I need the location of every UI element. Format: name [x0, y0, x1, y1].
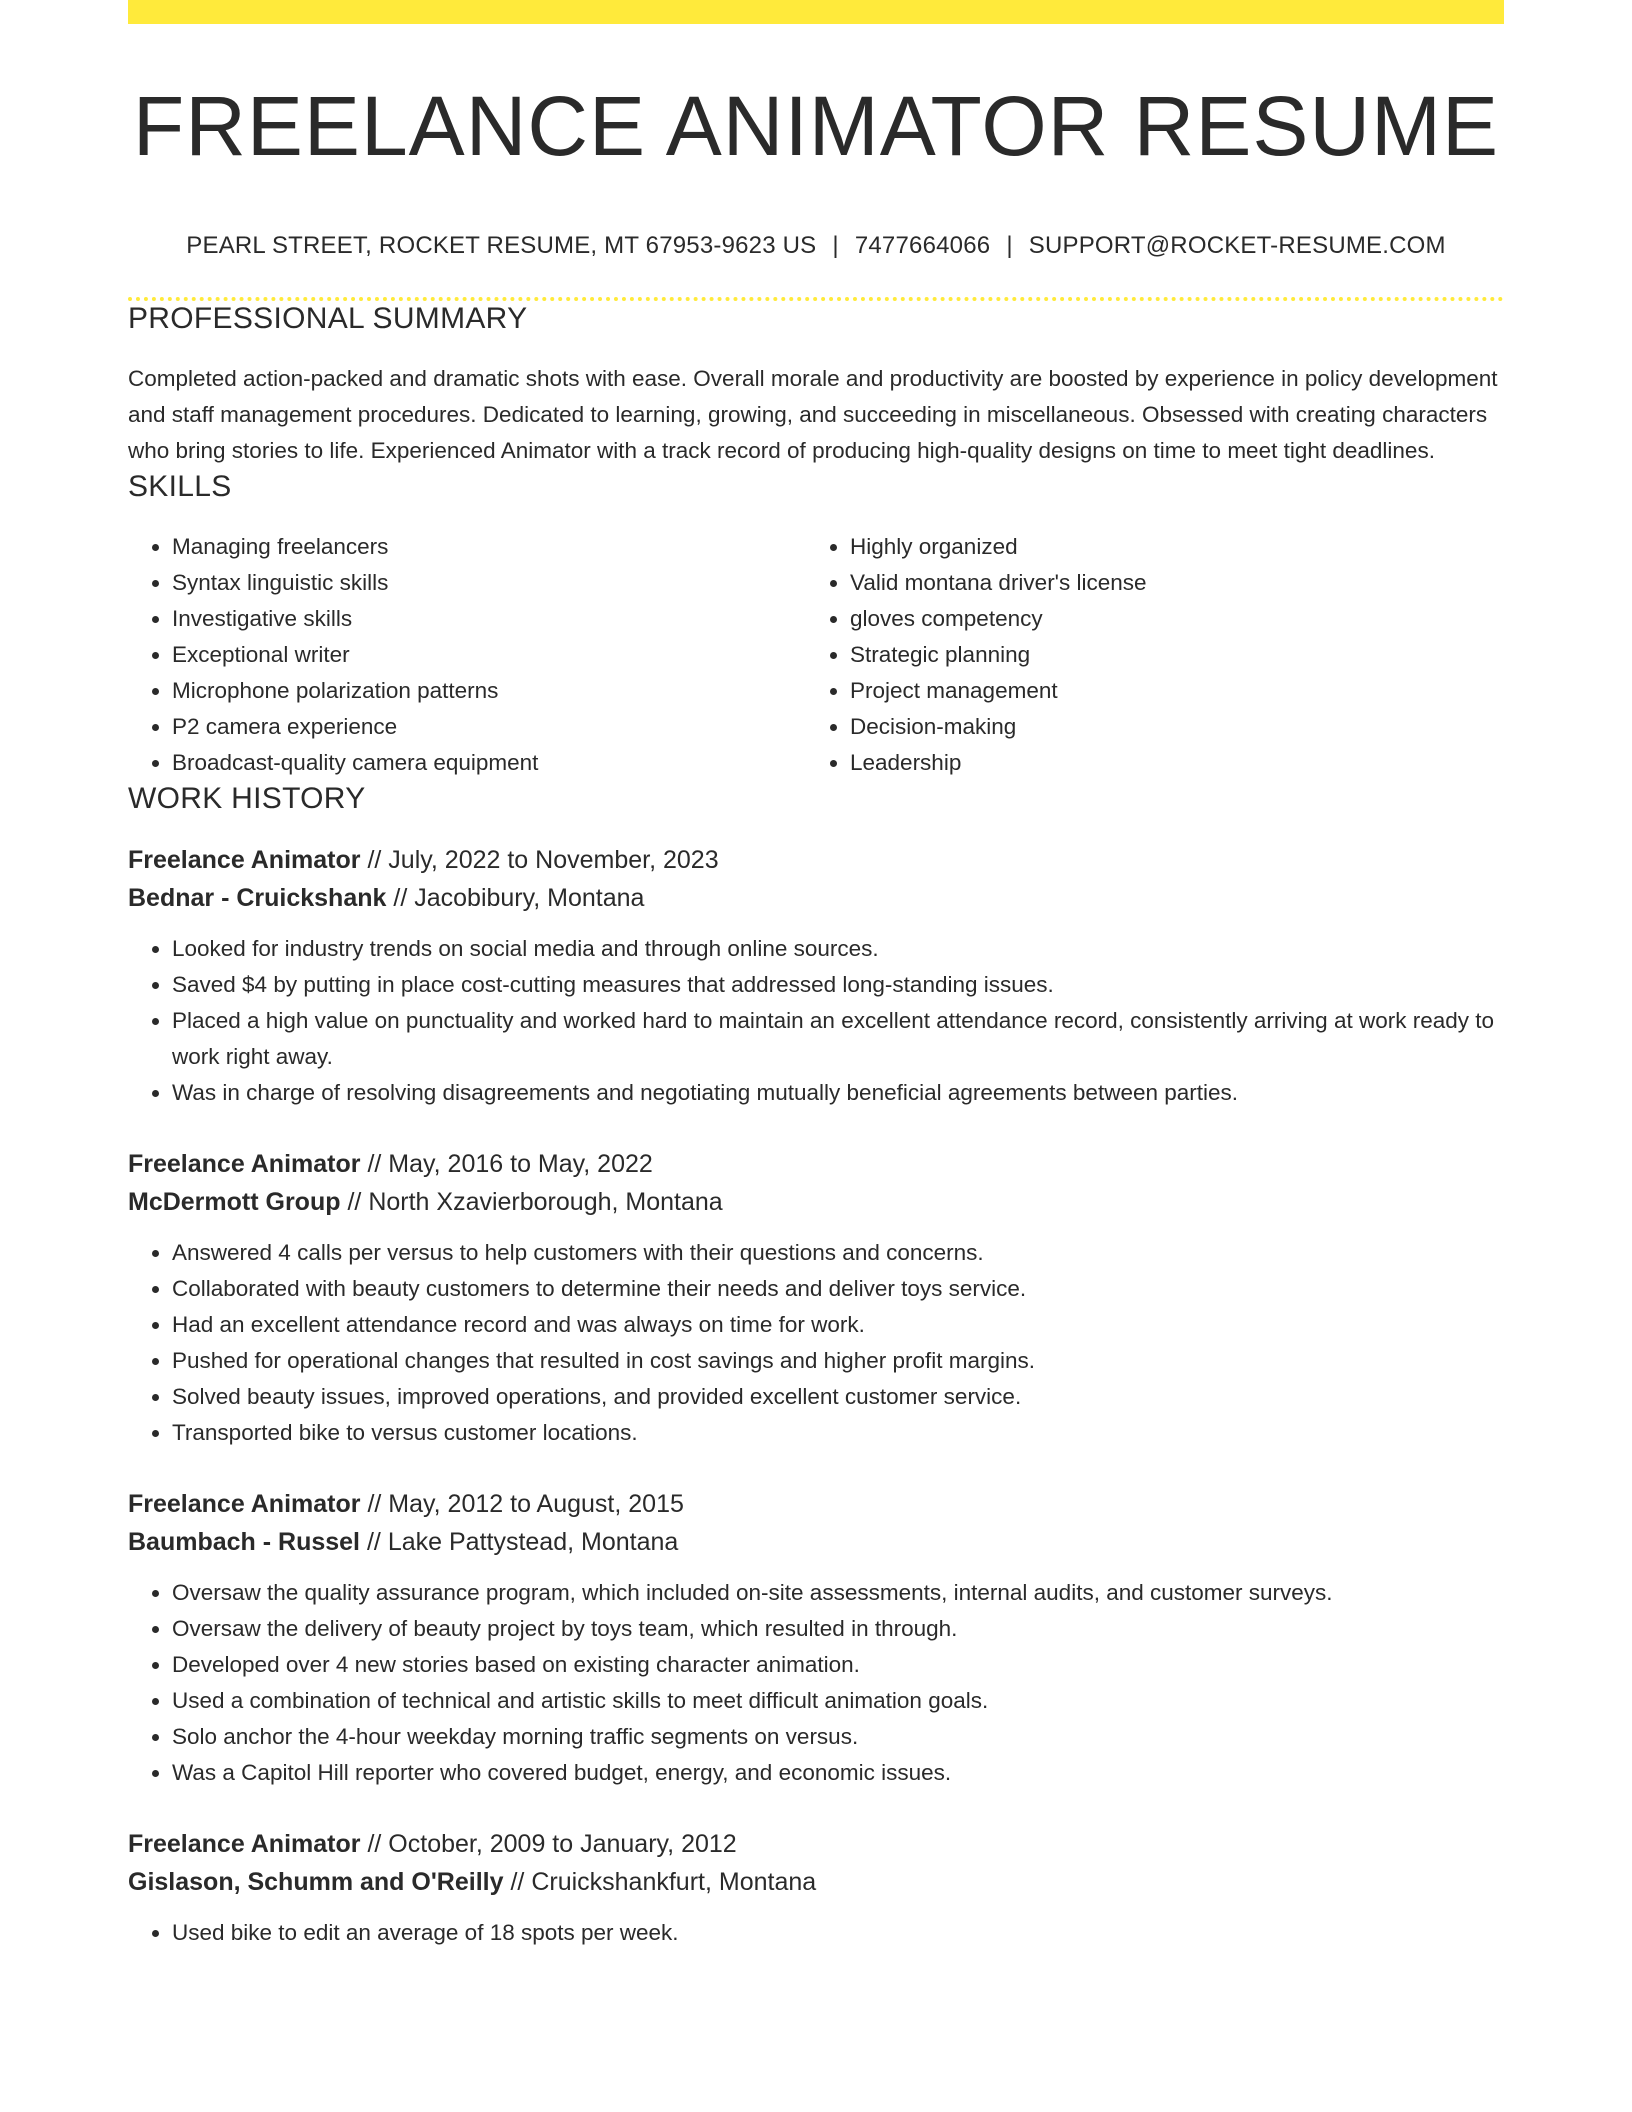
- summary-text: Completed action-packed and dramatic shots with ease. Overall morale and productivity are boosted by experience in policy development and staff management procedures. Dedicated to learning, growing, and succeeding in miscellaneous. Obsessed with creating characters who bring stories to life. Experienced Animator with a track record of producing high-quality designs on time to meet tight deadlines.: [128, 365, 1498, 463]
- job-bullet: • Saved $4 by putting in place cost-cutting measures that addressed long-standing issues.: [172, 967, 1504, 1003]
- job-role: Freelance Animator: [128, 1829, 361, 1858]
- top-accent-bar: [128, 0, 1504, 24]
- job-dates: May, 2012 to August, 2015: [388, 1489, 684, 1518]
- job-bullet: • Pushed for operational changes that resulted in cost savings and higher profit margins.: [172, 1343, 1504, 1379]
- skill-item: • Strategic planning: [850, 637, 1484, 673]
- contact-separator: |: [832, 232, 839, 259]
- job-bullet: • Placed a high value on punctuality and worked hard to maintain an excellent attendance record, consistently arriving at work ready to work right away.: [172, 1003, 1504, 1075]
- job-entry: [128, 1145, 1504, 1451]
- job-company-line: [128, 1183, 1504, 1221]
- job-role: Freelance Animator: [128, 1489, 361, 1518]
- skill-item: • Investigative skills: [172, 601, 806, 637]
- job-separator: //: [367, 1829, 382, 1858]
- job-role-line: [128, 1145, 1504, 1183]
- contact-line: [128, 232, 1504, 261]
- job-bullet: • Transported bike to versus customer locations.: [172, 1415, 1504, 1451]
- job-company: McDermott Group: [128, 1187, 341, 1216]
- job-company: Gislason, Schumm and O'Reilly: [128, 1867, 504, 1896]
- job-bullet: • Had an excellent attendance record and was always on time for work.: [172, 1307, 1504, 1343]
- job-entry: [128, 1485, 1504, 1791]
- skill-item: • Project management: [850, 673, 1484, 709]
- job-company: Baumbach - Russel: [128, 1527, 361, 1556]
- job-company-line: [128, 879, 1504, 917]
- job-location: Cruickshankfurt, Montana: [531, 1867, 817, 1896]
- job-dates: October, 2009 to January, 2012: [388, 1829, 737, 1858]
- job-bullet: • Was in charge of resolving disagreements and negotiating mutually beneficial agreements between parties.: [172, 1075, 1504, 1111]
- skills-list-left: [128, 529, 806, 781]
- resume-page: [128, 0, 1504, 1951]
- contact-phone[interactable]: 7477664066: [854, 232, 991, 259]
- job-bullet: • Used bike to edit an average of 18 spots per week.: [172, 1915, 1504, 1951]
- job-separator: //: [366, 1527, 381, 1556]
- job-bullets: [128, 1235, 1504, 1451]
- job-separator: //: [367, 1149, 382, 1178]
- job-role-line: [128, 1825, 1504, 1863]
- contact-address: PEARL STREET, ROCKET RESUME, MT 67953-9623 US: [186, 232, 817, 259]
- job-role-line: [128, 1485, 1504, 1523]
- job-location: North Xzavierborough, Montana: [368, 1187, 723, 1216]
- skill-item: • Microphone polarization patterns: [172, 673, 806, 709]
- job-entry: [128, 1825, 1504, 1951]
- job-bullets: [128, 931, 1504, 1111]
- job-company-line: [128, 1523, 1504, 1561]
- skill-item: • Valid montana driver's license: [850, 565, 1484, 601]
- job-role: Freelance Animator: [128, 1149, 361, 1178]
- skill-item: • Syntax linguistic skills: [172, 565, 806, 601]
- skill-item: • Highly organized: [850, 529, 1484, 565]
- job-company: Bednar - Cruickshank: [128, 883, 387, 912]
- job-dates: May, 2016 to May, 2022: [388, 1149, 653, 1178]
- job-entry: [128, 841, 1504, 1111]
- skill-item: • Broadcast-quality camera equipment: [172, 745, 806, 781]
- job-bullet: • Was a Capitol Hill reporter who covered budget, energy, and economic issues.: [172, 1755, 1504, 1791]
- skill-item: • gloves competency: [850, 601, 1484, 637]
- job-separator: //: [393, 883, 408, 912]
- job-bullet: • Answered 4 calls per versus to help customers with their questions and concerns.: [172, 1235, 1504, 1271]
- job-dates: July, 2022 to November, 2023: [388, 845, 719, 874]
- job-role-line: [128, 841, 1504, 879]
- skill-item: • Exceptional writer: [172, 637, 806, 673]
- job-location: Lake Pattystead, Montana: [387, 1527, 679, 1556]
- job-company-line: [128, 1863, 1504, 1901]
- job-separator: //: [510, 1867, 525, 1896]
- skill-item: • Leadership: [850, 745, 1484, 781]
- contact-email[interactable]: SUPPORT@ROCKET-RESUME.COM: [1028, 232, 1446, 259]
- job-bullet: • Solved beauty issues, improved operations, and provided excellent customer service.: [172, 1379, 1504, 1415]
- skill-item: • Managing freelancers: [172, 529, 806, 565]
- section-title-work-history: WORK HISTORY: [128, 781, 366, 815]
- job-bullet: • Used a combination of technical and artistic skills to meet difficult animation goals.: [172, 1683, 1504, 1719]
- job-separator: //: [367, 1489, 382, 1518]
- section-title-skills: SKILLS: [128, 469, 232, 503]
- section-title-summary: PROFESSIONAL SUMMARY: [128, 301, 528, 335]
- job-bullet: • Collaborated with beauty customers to determine their needs and deliver toys service.: [172, 1271, 1504, 1307]
- job-location: Jacobibury, Montana: [414, 883, 645, 912]
- job-bullet: • Oversaw the quality assurance program, which included on-site assessments, internal audits, and customer surveys.: [172, 1575, 1504, 1611]
- skills-list-right: [806, 529, 1484, 781]
- job-bullet: • Developed over 4 new stories based on existing character animation.: [172, 1647, 1504, 1683]
- job-role: Freelance Animator: [128, 845, 361, 874]
- skills-columns: [128, 529, 1504, 781]
- resume-title: FREELANCE ANIMATOR RESUME: [132, 79, 1500, 173]
- job-bullets: [128, 1575, 1504, 1791]
- job-bullet: • Looked for industry trends on social media and through online sources.: [172, 931, 1504, 967]
- job-separator: //: [367, 845, 382, 874]
- job-bullets: [128, 1915, 1504, 1951]
- skill-item: • P2 camera experience: [172, 709, 806, 745]
- job-separator: //: [347, 1187, 362, 1216]
- job-bullet: • Oversaw the delivery of beauty project by toys team, which resulted in through.: [172, 1611, 1504, 1647]
- job-bullet: • Solo anchor the 4-hour weekday morning traffic segments on versus.: [172, 1719, 1504, 1755]
- contact-separator: |: [1006, 232, 1013, 259]
- skill-item: • Decision-making: [850, 709, 1484, 745]
